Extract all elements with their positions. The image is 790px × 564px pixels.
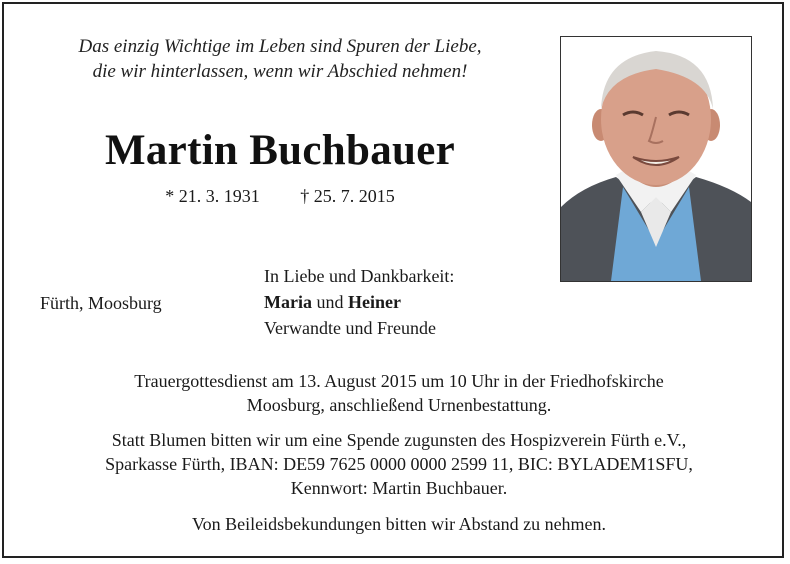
- donation-line-2: Sparkasse Fürth, IBAN: DE59 7625 0000 0000 2599 11, BIC: BYLADEM1SFU,: [105, 454, 693, 474]
- service-info: [24, 369, 774, 417]
- mourners-block: [264, 263, 454, 341]
- life-dates: [38, 185, 522, 207]
- mourner-name-1: Maria: [264, 292, 312, 312]
- mourner-places: Fürth, Moosburg: [40, 293, 162, 313]
- quote-line-1: Das einzig Wichtige im Leben sind Spuren der Liebe,: [78, 36, 482, 57]
- epitaph-quote: [38, 34, 522, 84]
- service-line-1: Trauergottesdienst am 13. August 2015 um 10 Uhr in der Friedhofskirche: [134, 371, 664, 391]
- obituary-card: [2, 2, 784, 558]
- service-line-2: Moosburg, anschließend Urnenbestattung.: [246, 395, 552, 415]
- thanks-intro: In Liebe und Dankbarkeit:: [264, 266, 455, 286]
- donation-info: [24, 428, 774, 500]
- birth-date: * 21. 3. 1931: [165, 186, 260, 206]
- death-date: † 25. 7. 2015: [300, 186, 395, 206]
- portrait-illustration: [561, 37, 751, 281]
- donation-line-3: Kennwort: Martin Buchbauer.: [290, 478, 508, 498]
- mourner-relatives: Verwandte und Freunde: [264, 318, 436, 338]
- closing-note: Von Beileidsbekundungen bitten wir Abstand zu nehmen.: [191, 514, 607, 534]
- donation-line-1: Statt Blumen bitten wir um eine Spende zugunsten des Hospizverein Fürth e.V.,: [111, 430, 687, 450]
- mourner-connector: und: [316, 292, 344, 312]
- deceased-name: Martin Buchbauer: [105, 127, 455, 174]
- quote-line-2: die wir hinterlassen, wenn wir Abschied nehmen!: [92, 61, 468, 82]
- portrait-photo: [560, 36, 752, 282]
- mourner-name-2: Heiner: [347, 292, 401, 312]
- mourner-names: [264, 289, 454, 315]
